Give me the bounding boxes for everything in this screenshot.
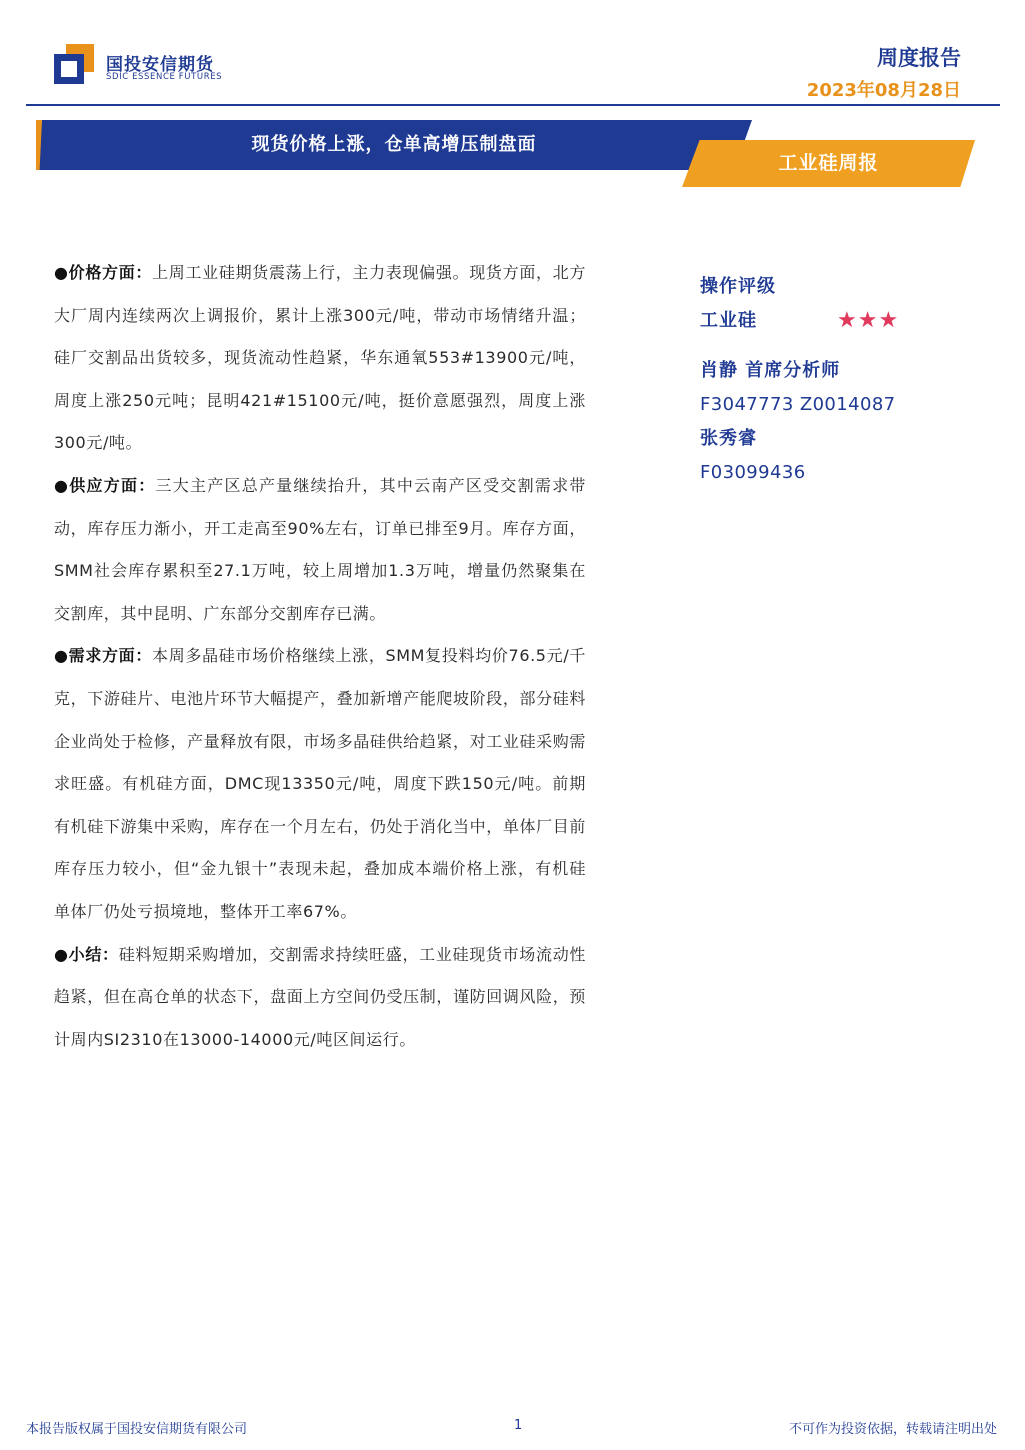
logo-mark-icon: [54, 44, 94, 84]
rating-item: 工业硅: [700, 310, 757, 331]
report-series-tag: [682, 140, 975, 187]
section-price: [54, 252, 586, 465]
report-body: [54, 252, 586, 1061]
analyst-secondary-ids: F03099436: [700, 462, 806, 483]
section-label: ●小结：: [54, 944, 119, 964]
section-label: ●价格方面：: [54, 263, 153, 282]
report-date: 2023年08月28日: [806, 80, 961, 101]
rating-title: 操作评级: [700, 276, 776, 297]
section-demand: [54, 635, 586, 933]
section-text: 上周工业硅期货震荡上行，主力表现偏强。现货方面，北方大厂周内连续两次上调报价，累计上涨300元/吨，带动市场情绪升温；硅厂交割品出货较多，现货流动性趋紧，华东通氧553#13900元/吨，周度上涨250元吨；昆明421#15100元/吨，挺价意愿强烈，周度上涨300元/吨。: [54, 263, 586, 453]
rating-row: [700, 304, 980, 338]
footer-disclaimer: 不可作为投资依据，转载请注明出处: [788, 1422, 997, 1437]
section-text: 三大主产区总产量继续抬升，其中云南产区受交割需求带动，库存压力渐小，开工走高至90%左右，订单已排至9月。库存方面，SMM社会库存累积至27.1万吨，较上周增加1.3万吨，增量仍然聚集在交割库，其中昆明、广东部分交割库存已满。: [54, 475, 586, 623]
title-banner: [36, 120, 752, 170]
sidebar-spacer: [700, 338, 980, 354]
section-text: 本周多晶硅市场价格继续上涨，SMM复投料均价76.5元/千克，下游硅片、电池片环节大幅提产，叠加新增产能爬坡阶段，部分硅料企业尚处于检修，产量释放有限，市场多晶硅供给趋紧，对工业硅采购需求旺盛。有机硅方面，DMC现13350元/吨，周度下跌150元/吨。前期有机硅下游集中采购，库存在一个月左右，仍处于消化当中，单体厂目前库存压力较小，但“金九银十”表现未起，叠加成本端价格上涨，有机硅单体厂仍处亏损境地，整体开工率67%。: [54, 646, 586, 921]
logo-name-en: SDIC ESSENCE FUTURES: [106, 72, 223, 82]
section-label: ●需求方面：: [54, 646, 153, 666]
header-divider: [26, 104, 1000, 106]
report-headline: 现货价格上涨，仓单高增压制盘面: [251, 134, 537, 155]
section-summary: [54, 934, 586, 1062]
rating-stars-icon: ★★★: [837, 308, 900, 333]
company-logo: [54, 44, 234, 88]
sidebar: [700, 270, 980, 490]
logo-name-cn: 国投安信期货: [106, 55, 214, 75]
report-type: 周度报告: [877, 46, 961, 70]
analyst-primary: 肖静 首席分析师: [700, 360, 841, 381]
section-label: ●供应方面：: [54, 475, 156, 495]
series-tag-label: 工业硅周报: [778, 152, 879, 174]
page-number: 1: [514, 1418, 523, 1433]
section-supply: [54, 465, 586, 635]
analyst-primary-ids: F3047773 Z0014087: [700, 394, 896, 415]
footer-copyright: 本报告版权属于国投安信期货有限公司: [26, 1422, 248, 1437]
section-text: 硅料短期采购增加，交割需求持续旺盛，工业硅现货市场流动性趋紧，但在高仓单的状态下，盘面上方空间仍受压制，谨防回调风险，预计周内SI2310在13000-14000元/吨区间运行。: [54, 944, 586, 1049]
analyst-secondary: 张秀睿: [700, 428, 757, 449]
